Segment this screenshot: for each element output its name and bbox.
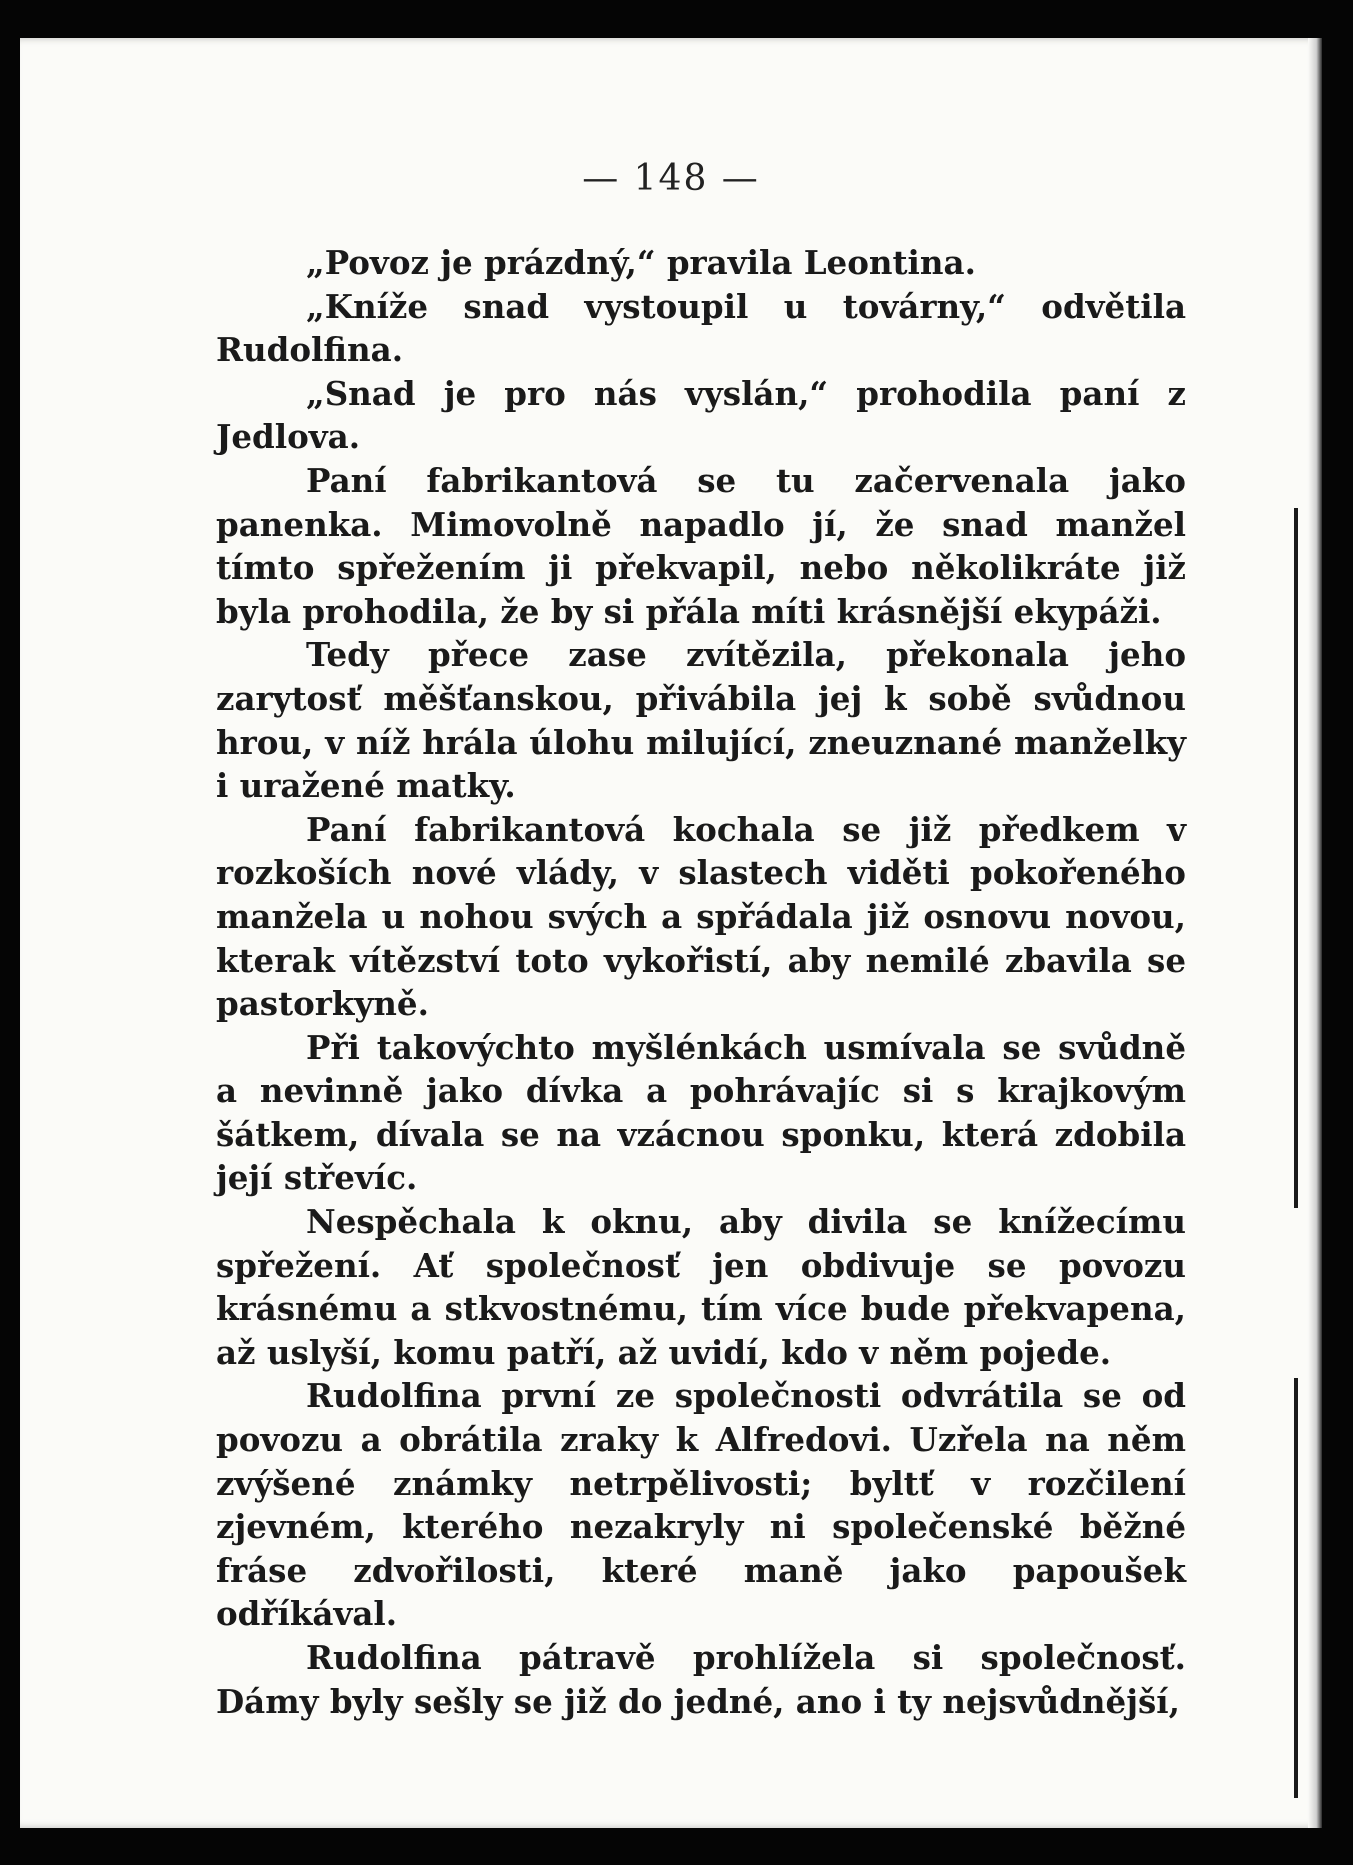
binding-margin-line — [1294, 1378, 1298, 1798]
paragraph-10: Rudolfina pátravě prohlížela si společnosť. Dámy byly sešly se již do jedné, ano i ty nejsvůdnější, — [216, 1638, 1186, 1721]
book-page — [20, 38, 1322, 1828]
paragraph-3: „Snad je pro nás vyslán,“ prohodila paní z Jedlova. — [216, 373, 1186, 457]
paragraph-9: Rudolfina první ze společnosti odvrátila se od povozu a obrátila zraky k Alfredovi. Uzřela na něm zvýšené známky netrpělivosti; byltť v rozčilení zjevném, kterého nezakryly ni společenské běžné fráse zdvořilosti, které maně jako papoušek odříkával. — [216, 1376, 1186, 1634]
paragraph-1: „Povoz je prázdný,“ pravila Leontina. — [306, 243, 976, 282]
paragraph-7: Při takovýchto myšlénkách usmívala se svůdně a nevinně jako dívka a pohrávajíc si s krajkovým šátkem, dívala se na vzácnou sponku, která zdobila její střevíc. — [216, 1027, 1186, 1198]
page-body-text — [216, 241, 1186, 1723]
paragraph-6: Paní fabrikantová kochala se již předkem v rozkoších nové vlády, v slastech viděti pokořeného manžela u nohou svých a spřádala již osnovu novou, kterak vítězství toto vykořistí, aby nemilé zbavila se pastorkyně. — [216, 809, 1186, 1024]
paragraph-8: Nespěchala k oknu, aby divila se knížecímu spřežení. Ať společnosť jen obdivuje se povozu krásnému a stkvostnému, tím více bude překvapena, až uslyší, komu patří, až uvidí, kdo v něm pojede. — [216, 1202, 1186, 1372]
page-edge-shadow — [1308, 38, 1322, 1828]
paragraph-2: „Kníže snad vystoupil u továrny,“ odvětila Rudolfina. — [216, 286, 1186, 370]
paragraph-4: Paní fabrikantová se tu začervenala jako panenka. Mimovolně napadlo jí, že snad manžel tímto spřežením ji překvapil, nebo několikráte již byla prohodila, že by si přála míti krásnější ekypáži. — [216, 460, 1186, 631]
binding-margin-line — [1294, 508, 1298, 1208]
paragraph-5: Tedy přece zase zvítězila, překonala jeho zarytosť měšťanskou, přivábila jej k sobě svůdnou hrou, v níž hrála úlohu milující, zneuznané manželky i uražené matky. — [216, 635, 1186, 806]
page-number: — 148 — — [582, 158, 760, 199]
